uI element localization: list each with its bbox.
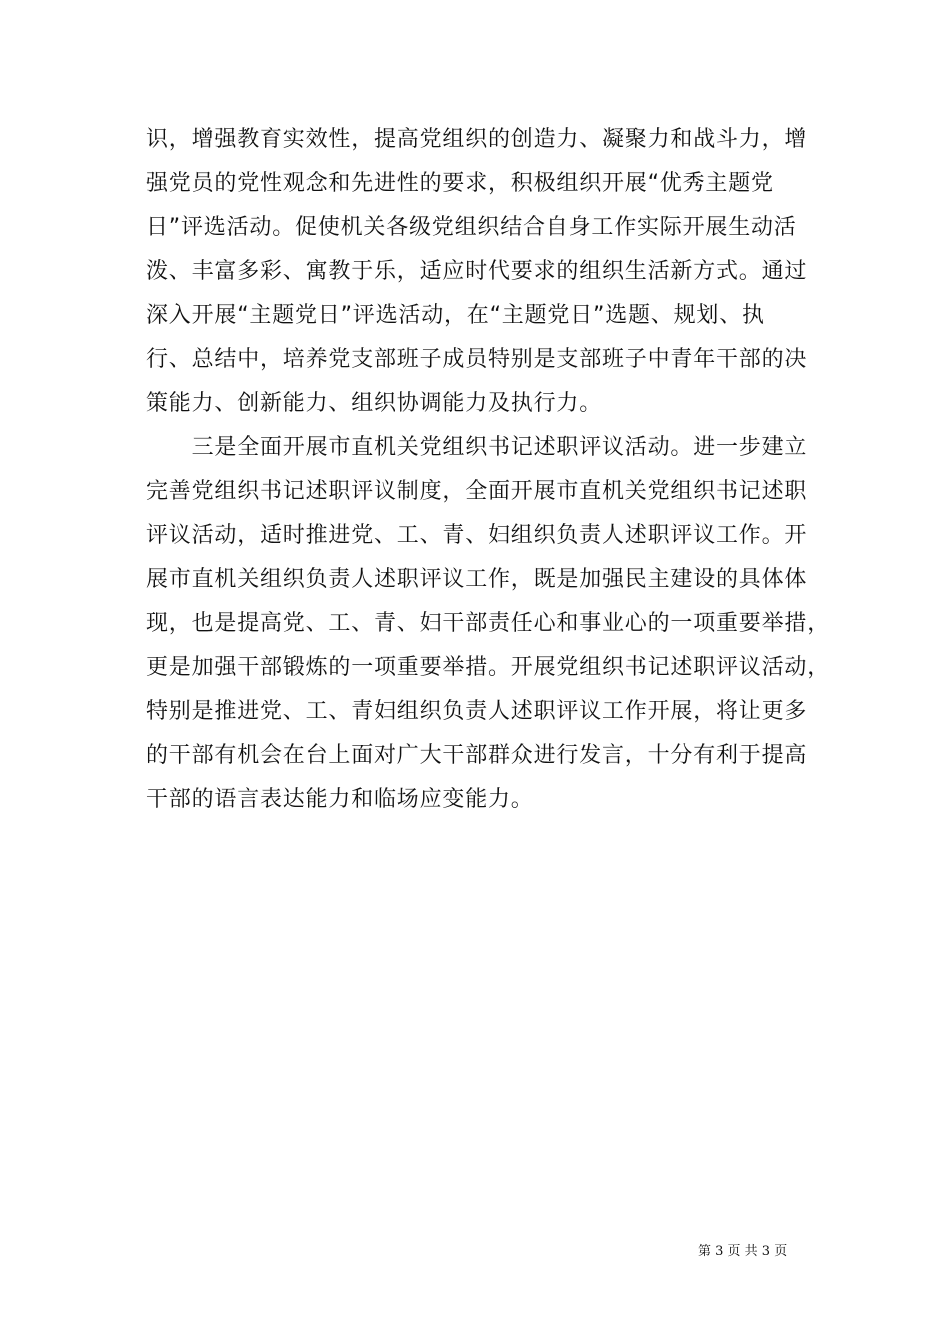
- text-line: 完善党组织书记述职评议制度，全面开展市直机关党组织书记述职: [146, 479, 808, 504]
- page-number-footer: 第 3 页 共 3 页: [698, 1244, 788, 1259]
- text-line: 泼、丰富多彩、寓教于乐，适应时代要求的组织生活新方式。通过: [146, 259, 808, 284]
- text-line: 行、总结中，培养党支部班子成员特别是支部班子中青年干部的决: [146, 347, 808, 372]
- text-line: 特别是推进党、工、青妇组织负责人述职评议工作开展，将让更多: [146, 699, 808, 724]
- text-line: 日”评选活动。促使机关各级党组织结合自身工作实际开展生动活: [146, 215, 797, 240]
- text-line: 深入开展“主题党日”评选活动，在“主题党日”选题、规划、执: [146, 303, 765, 328]
- text-line: 的干部有机会在台上面对广大干部群众进行发言，十分有利于提高: [146, 743, 808, 768]
- text-line: 评议活动，适时推进党、工、青、妇组织负责人述职评议工作。开: [146, 523, 808, 548]
- text-line: 识，增强教育实效性，提高党组织的创造力、凝聚力和战斗力，增: [146, 127, 808, 152]
- text-line: 现，也是提高党、工、青、妇干部责任心和事业心的一项重要举措，: [146, 611, 831, 636]
- text-line: 策能力、创新能力、组织协调能力及执行力。: [146, 391, 603, 416]
- text-line: 更是加强干部锻炼的一项重要举措。开展党组织书记述职评议活动，: [146, 655, 831, 680]
- text-line: 展市直机关组织负责人述职评议工作，既是加强民主建设的具体体: [146, 567, 808, 592]
- text-line: 三是全面开展市直机关党组织书记述职评议活动。进一步建立: [146, 435, 808, 460]
- text-line: 干部的语言表达能力和临场应变能力。: [146, 787, 534, 812]
- text-line: 强党员的党性观念和先进性的要求，积极组织开展“优秀主题党: [146, 171, 774, 196]
- body-text: [146, 118, 831, 822]
